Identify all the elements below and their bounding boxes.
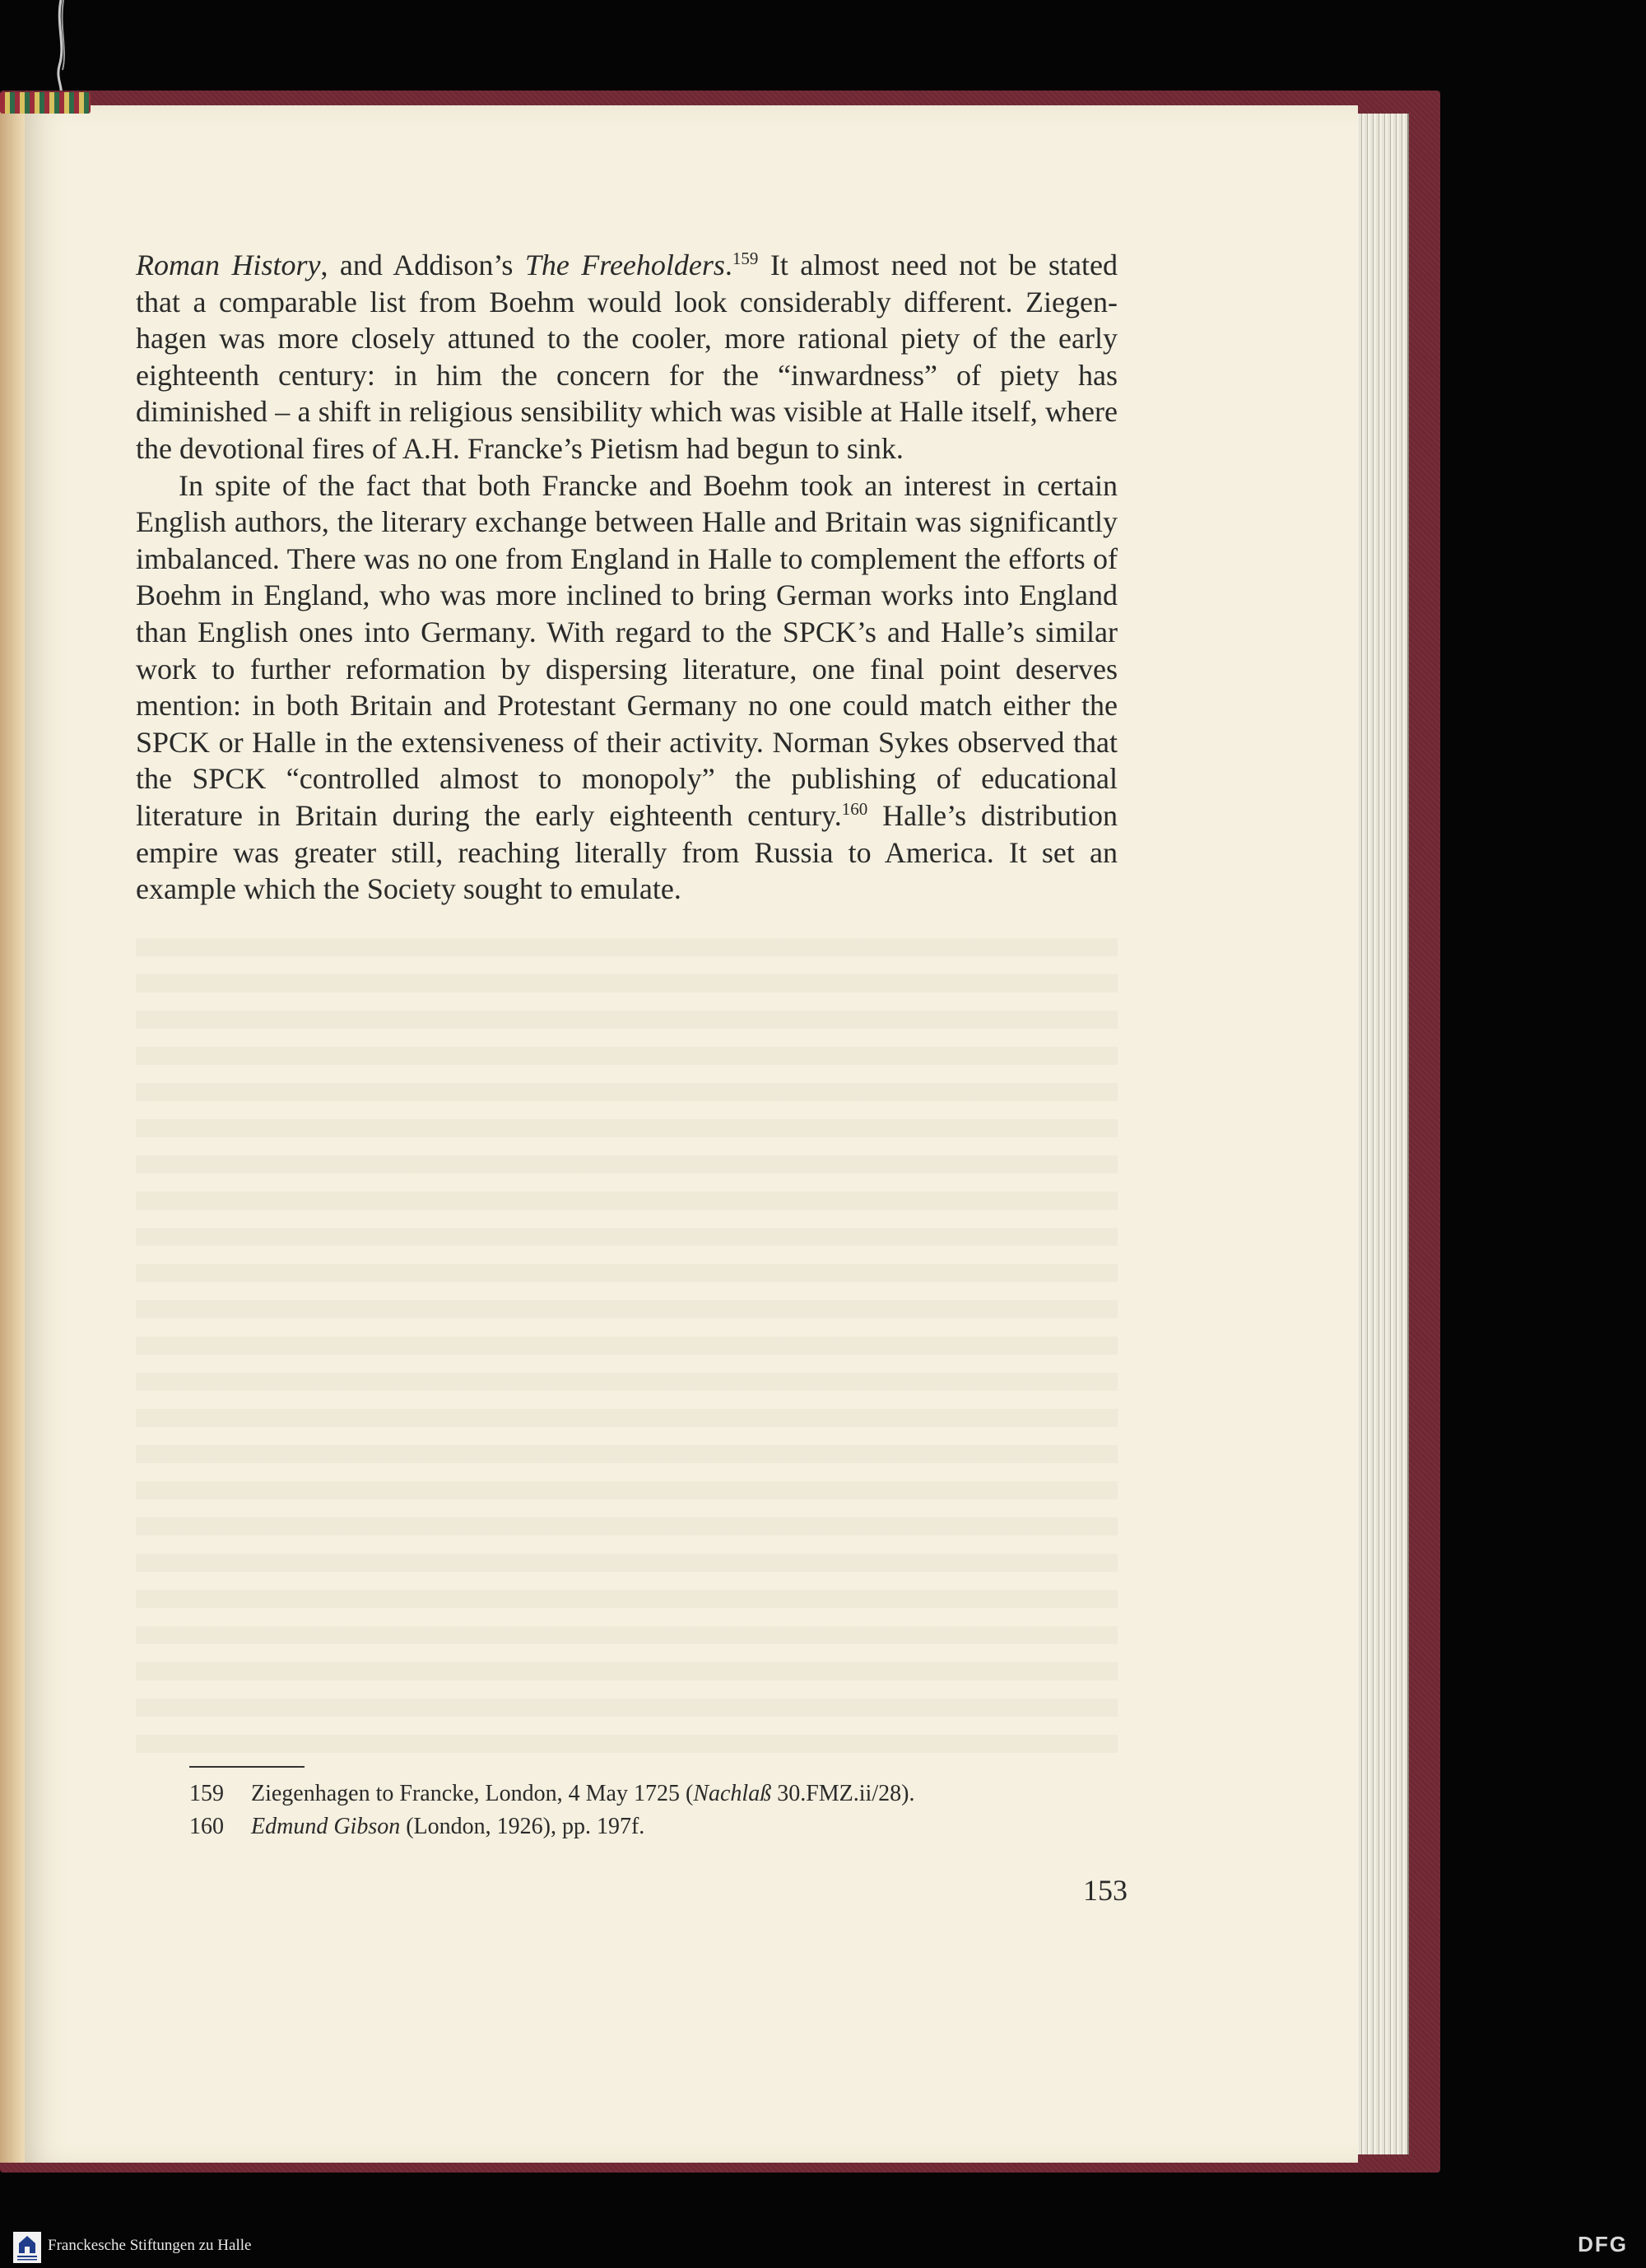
footnote-text — [251, 1778, 914, 1810]
institution-logo-icon — [13, 2232, 41, 2263]
institution-name: Franckesche Stiftungen zu Halle — [48, 2237, 252, 2254]
text-run: 30.FMZ.ii/28). — [771, 1781, 915, 1806]
italic-text: Roman History — [136, 249, 321, 281]
footnote-rule — [189, 1766, 305, 1768]
text-run: . — [724, 249, 732, 281]
italic-text: The Freeholders — [524, 249, 725, 281]
footnote-ref: 160 — [841, 798, 868, 819]
headband — [0, 92, 91, 114]
text-run: (London, 1926), pp. 197f. — [400, 1814, 645, 1839]
italic-text: Edmund Gibson — [251, 1814, 401, 1839]
paragraph — [136, 467, 1118, 908]
show-through — [136, 938, 1118, 1761]
text-run: Ziegenhagen to Francke, London, 4 May 1725 ( — [251, 1781, 694, 1806]
footnote-number: 159 — [189, 1781, 224, 1806]
footnote — [189, 1778, 1119, 1810]
footnote-text — [251, 1810, 644, 1843]
paragraph — [136, 247, 1118, 467]
bookmark-thread — [51, 0, 71, 95]
italic-text: Nachlaß — [693, 1781, 772, 1806]
text-run: , and Addison’s — [320, 249, 525, 281]
footnote — [189, 1810, 1119, 1843]
text-run: It almost need not be stated that a comparable list from Boehm would look considerably different. Ziegenhagen was more closely attuned to the cooler, more rational piety of the early eighteenth century: in him the concern for the “inwardness” of piety has diminished – a shift in religious sensibility which was visible at Halle itself, where the devotional fires of A.H. Francke’s Pietism had begun to sink. — [136, 249, 1118, 465]
body-text — [136, 247, 1118, 908]
dfg-logo: DFG — [1578, 2232, 1628, 2256]
page-number: 153 — [1083, 1874, 1128, 1907]
left-page-edge — [0, 105, 25, 2163]
footnote-number: 160 — [189, 1814, 224, 1839]
text-run: In spite of the fact that both Francke and Boehm took an interest in certain English authors, the literary exchange between Halle and Britain was significantly imbalanced. There was no one from England in Halle to complement the efforts of Boehm in England, who was more inclined to bring German works into England than English ones into Germany. With regard to the SPCK’s and Halle’s similar work to further reformation by dispersing literature, one final point deserves mention: in both Britain and Protestant Germany no one could match either the SPCK or Halle in the extensiveness of their activity. Norman Sykes observed that the SPCK “controlled almost to monopoly” the publishing of educational literature in Britain during the early eighteenth century. — [136, 468, 1118, 832]
footnotes — [189, 1778, 1119, 1843]
footnote-ref: 159 — [732, 249, 759, 268]
text-run: Halle’s distribution empire was greater still, reaching literally from Russia to America. It set an example which the Society sought to emulate. — [136, 798, 1118, 906]
